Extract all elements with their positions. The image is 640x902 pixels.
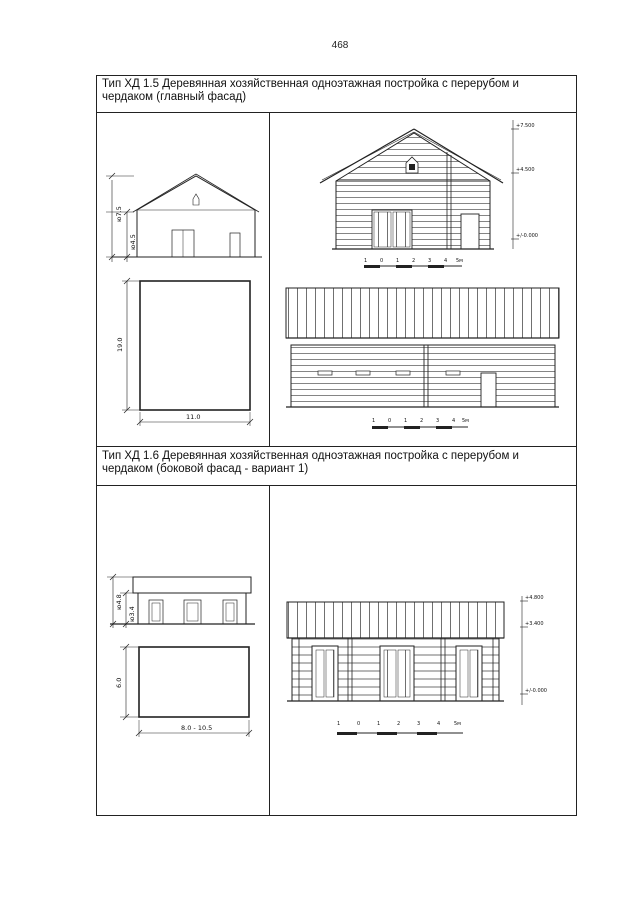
s2-scale-4: 4 <box>437 721 441 727</box>
s1-level-mid: +4.500 <box>516 167 535 173</box>
s1a-scale-4: 4 <box>444 258 448 264</box>
section2-title: Тип ХД 1.6 Деревянная хозяйственная одноэтажная постройка с перерубом и чердаком (боковой фасад - вариант 1) <box>96 446 577 486</box>
s2-dim-wall-height: ю3.4 <box>128 606 136 622</box>
page-number: 468 <box>331 40 349 51</box>
s1-dim-depth: 19.0 <box>116 337 124 352</box>
section1-title: Тип ХД 1.5 Деревянная хозяйственная одноэтажная постройка с перерубом и чердаком (главный фасад) <box>96 75 577 113</box>
section1-facade-small <box>106 173 262 262</box>
s1b-scale-1: 1 <box>372 418 376 424</box>
section1-scale-bar-top <box>364 258 463 268</box>
s2-dim-width: 8.0 - 10.5 <box>181 724 213 732</box>
s1a-scale-5: 5м <box>456 258 463 264</box>
s2-dim-total-height: ю4.8 <box>115 594 123 610</box>
s2-scale-1b: 1 <box>377 721 381 727</box>
section1-long-facade <box>286 288 559 407</box>
s1b-scale-0: 0 <box>388 418 392 424</box>
section1-scale-bar-bottom <box>372 418 469 429</box>
s1a-scale-0: 0 <box>380 258 384 264</box>
section2-side-facade <box>287 595 547 705</box>
s1b-scale-2: 2 <box>420 418 424 424</box>
s2-level-base: +/-0.000 <box>525 688 547 694</box>
s2-dim-depth: 6.0 <box>115 677 123 688</box>
s1b-scale-4: 4 <box>452 418 456 424</box>
s1a-scale-3: 3 <box>428 258 432 264</box>
s1b-scale-1b: 1 <box>404 418 408 424</box>
s2-scale-1: 1 <box>337 721 341 727</box>
s1-dim-wall-height: ю4.5 <box>129 234 137 250</box>
s1-level-base: +/-0.000 <box>516 233 538 239</box>
section2-facade-small <box>107 574 255 628</box>
s1a-scale-1b: 1 <box>396 258 400 264</box>
s2-level-top: +4.800 <box>525 595 544 601</box>
s2-scale-5: 5м <box>454 721 461 727</box>
s1-level-top: +7.500 <box>516 123 535 129</box>
s1-dim-width: 11.0 <box>186 413 201 421</box>
section2-scale-bar <box>337 721 463 735</box>
section1-gable-facade <box>320 120 538 249</box>
s2-scale-2: 2 <box>397 721 401 727</box>
section2-plan <box>115 644 252 737</box>
s2-scale-0: 0 <box>357 721 361 727</box>
s1a-scale-1: 1 <box>364 258 368 264</box>
s1b-scale-3: 3 <box>436 418 440 424</box>
s2-level-mid: +3.400 <box>525 621 544 627</box>
s1-dim-total-height: ю7.5 <box>115 206 123 222</box>
s1b-scale-5: 5м <box>462 418 469 424</box>
s2-scale-3: 3 <box>417 721 421 727</box>
section1-plan <box>116 278 253 426</box>
s1a-scale-2: 2 <box>412 258 416 264</box>
